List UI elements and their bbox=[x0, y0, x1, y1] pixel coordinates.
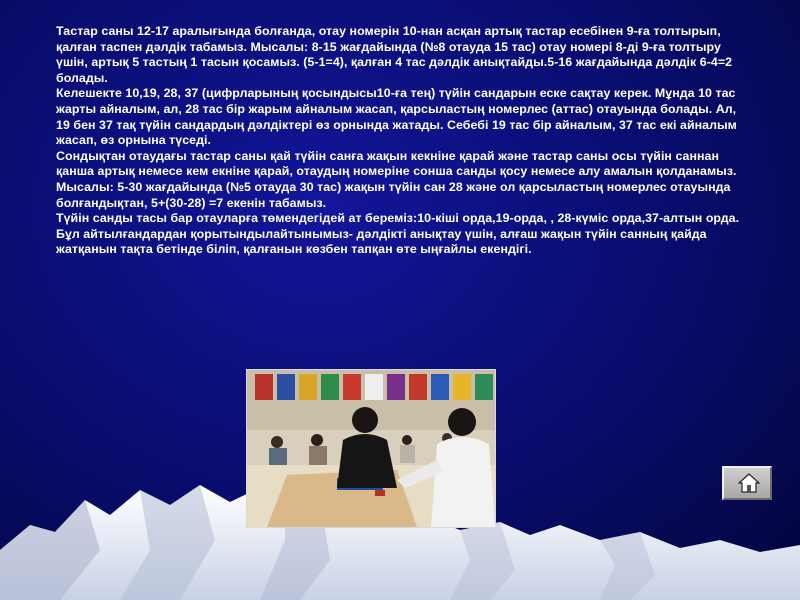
tournament-photo bbox=[246, 369, 496, 528]
paragraph-1: Тастар саны 12-17 аралығында болғанда, отау номерін 10-нан асқан артық тастар есебінен 9-ға толтырып, қалған таспен дәлдік табамыз. Мысалы: 8-15 жағдайында (№8 отауда 15 тас) отау номері 8-ді 9-ға толтыру үшін, артық 5 тастың 1 тасын қосамыз. (5-1=4), қалған 4 тас дәлдік анықтайды.5-16 жағдайында дәлдік 6-4=2 болады. bbox=[56, 24, 733, 85]
tournament-photo-illustration bbox=[247, 370, 495, 527]
home-button[interactable] bbox=[722, 466, 772, 500]
paragraph-5: Бұл айтылғандардан қорытындылайтынымыз- дәлдікті анықтау үшін, алғаш жақын түйін санның қайда жатқанын тақта бетінде біліп, қалғанын көзбен тапқан өте ыңғайлы екендігі. bbox=[56, 226, 707, 257]
paragraph-4: Түйін санды тасы бар отауларға төмендегідей ат береміз:10-кіші орда,19-орда, , 28-күміс орда,37-алтын орда. bbox=[56, 211, 740, 226]
slide-body-text bbox=[56, 24, 746, 258]
home-icon bbox=[738, 473, 760, 493]
paragraph-3: Сондықтан отаудағы тастар саны қай түйін санға жақын кекніне қарай және тастар саны осы түйін саннан қанша артық немесе кем екніне қарай, отаудың номеріне сонша санды қосу немесе алу амалын қолданамыз. Мысалы: 5-30 жағдайында (№5 отауда 30 тас) жақын түйін сан 28 және ол қарсыластың номерлес отауында болғандықтан, 5+(30-28) =7 екенін табамыз. bbox=[56, 148, 737, 210]
paragraph-2: Келешекте 10,19, 28, 37 (цифрларының қосындысы10-ға тең) түйін сандарын еске сақтау керек. Мұнда 10 тас жарты айналым, ал, 28 тас бір жарым айналым жасап, қарсыластың номерлес (аттас) отауында болады. Ал, 19 бен 37 тақ түйін сандардың дәлдіктері өз орнында жатады. Себебі 19 тас бір айналым, 37 тас екі айналым жасап, өз орнына түседі. bbox=[56, 86, 737, 148]
